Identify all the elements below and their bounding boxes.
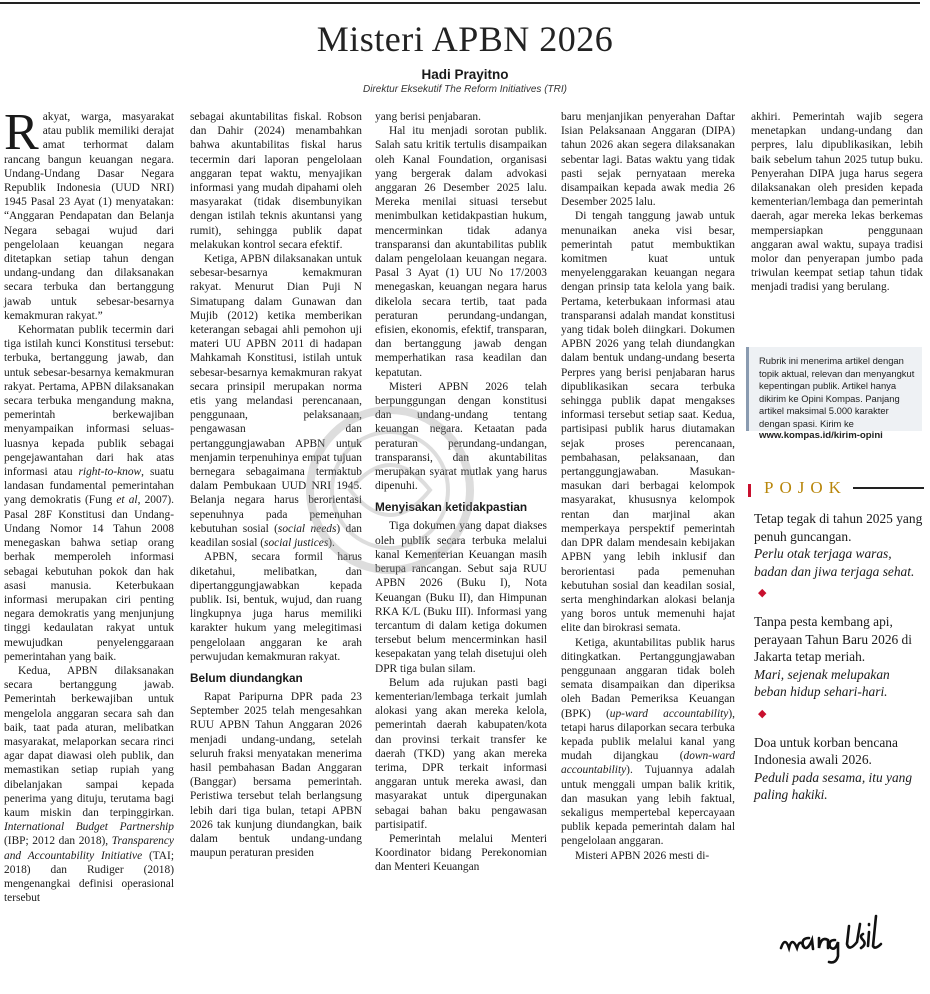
pojok-title: POJOK (764, 478, 847, 497)
article-column-2 (190, 110, 362, 860)
article-title: Misteri APBN 2026 (316, 19, 614, 59)
pojok-item (754, 734, 924, 804)
pojok-accent-bar (748, 484, 751, 497)
pojok-response: Peduli pada sesama, itu yang paling hakiki. (754, 769, 913, 802)
article-column-3 (375, 110, 547, 875)
submission-info-box (746, 347, 922, 441)
paragraph: sebagai akuntabilitas fiskal. Robson dan Dahir (2024) menambahkan bahwa akuntabilitas fiskal harus tecermin dari laporan pengelolaan anggaran tepat waktu, menyajikan informasi yang mudah dipahami oleh masyarakat (tidak disembunyikan dengan istilah teknis akuntansi yang rumit), sehingga publik dapat melakukan kontrol secara efektif. (190, 111, 362, 251)
paragraph: Misteri APBN 2026 mesti di- (575, 849, 710, 862)
paragraph: akhiri. Pemerintah wajib segera menetapkan undang-undang dan perpres, lalu dipublikasikan, lebih baik sebelum tahun 2025 tutup buku. Penyerahan DIPA juga harus segera dilaksanakan oleh presiden kepada kementerian/lembaga dan pemerintah daerah, agar mereka lekas berkemas mempersiapkan penggunaan anggaran awal waktu, supaya tradisi molor dan penyerapan jumbo pada triwulan keempat setiap tahun tidak menjadi tradisi yang berulang. (751, 111, 923, 294)
pojok-quip: Tetap tegak di tahun 2025 yang penuh guncangan. (754, 511, 923, 544)
paragraph: yang berisi penjabaran. (375, 111, 481, 123)
mang-usil-signature (775, 908, 905, 973)
pojok-header (754, 478, 924, 498)
author-name: Hadi Prayitno (421, 67, 509, 82)
diamond-bullet-icon: ◆ (758, 587, 767, 599)
submission-link[interactable]: www.kompas.id/kirim-opini (759, 430, 883, 441)
info-text: Rubrik ini menerima artikel dengan topik aktual, relevan dan menyangkut kepentingan publik. Artikel hanya dikirim ke Opini Kompas. Panjang artikel maksimal 5.000 karakter dengan spasi. Kirim ke (759, 355, 915, 429)
article-column-4 (561, 110, 735, 863)
paragraph: Belum ada rujukan pasti bagi kementerian/lembaga terkait jumlah alokasi yang akan mereka kelola, pemerintah daerah kabupaten/kota dan provinsi terkait transfer ke daerah (TKD) yang akan mereka terima, DPR terkait informasi anggaran untuk mereka awasi, dan masyarakat untuk dipergunakan sebagai bahan baku pengawasan partisipatif. (375, 676, 547, 831)
paragraph: Rakyat, warga, masyarakat atau publik memiliki derajat amat terhormat dalam rancang bangun keuangan negara. Undang-Undang Dasar Negara Republik Indonesia (UUD NRI) 1945 Pasal 23 Ayat (1) menyatakan: “Anggaran Pendapatan dan Belanja Negara sebagai wujud dari pengelolaan keuangan negara ditetapkan setiap tahun dengan undang-undang dan dilaksanakan secara terbuka dan bertanggung jawab untuk sebesar-besarnya kemakmuran rakyat.” (4, 104, 174, 322)
pojok-response: Perlu otak terjaga waras, badan dan jiwa terjaga sehat. (754, 546, 915, 579)
paragraph: Di tengah tanggung jawab untuk menunaikan aneka visi besar, pemerintah patut membuktikan komitmen kuat untuk menyelenggarakan keuangan negara dengan prinsip tata kelola yang baik. Pertama, keterbukaan informasi atau transparansi adalah mandat konstitusi yang tidak boleh diingkari. Dokumen APBN 2026 yang telah diundangkan dalam bentuk undang-undang beserta Perpres yang berisi penjabaran harus dipublikasikan secara terbuka sehingga publik dapat mengakses informasi tersebut setiap saat. Kedua, partisipasi publik harus diutamakan sejak proses perencanaan, pembahasan, pelaksanaan, dan pertanggungjawaban. Masukan-masukan dari berbagai kelompok masyarakat, khususnya kelompok rentan dan marjinal akan memperkaya perspektif pemerintah dan DPR dalam mendesain kebijakan APBN yang lebih inklusif dan berorientasi pada pemenuhan kebutuhan sosial dan keadilan sosial, serta menghindarkan alokasi belanja yang boros untuk memenuhi hajat elite dan birokrasi semata. (561, 210, 735, 635)
signature-icon (775, 908, 905, 968)
paragraph: APBN, secara formil harus diketahui, melibatkan, dan dipertanggungjawabkan kepada publik. Isi, bentuk, wujud, dan ruang lingkupnya juga harus memiliki karakter hukum yang melegitimasi pengelolaan anggaran ke arah perwujudan kemakmuran rakyat. (190, 551, 362, 663)
top-rule (0, 2, 920, 4)
paragraph: Tiga dokumen yang dapat diakses oleh publik secara terbuka melalui kanal Kementerian Keuangan masih berupa rancangan. Sebut saja RUU APBN 2026 (Buku I), Nota Keuangan (Buku II), dan Himpunan RKA K/L (Buku III). Informasi yang tercantum di dalam ketiga dokumen tersebut belum mencerminkan hasil kesepakatan yang telah disetujui oleh DPR tiga bulan silam. (375, 520, 547, 675)
author-role: Direktur Eksekutif The Reform Initiatives (TRI) (363, 84, 567, 95)
paragraph: Kedua, APBN dilaksanakan secara bertanggung jawab. Pemerintah berkewajiban untuk mengelola anggaran secara sah dan baik, taat pada aturan, melibatkan masyarakat, melaporkan secara rinci agar dapat diawasi oleh publik, dan memastikan setiap rupiah yang dibelanjakan sampai kepada penerima yang dituju, terutama bagi kaum miskin dan terpinggirkan. International Budget Partnership (IBP; 2012 dan 2018), Transparency and Accountability Initiative (TAI; 2018) dan Rudiger (2018) mengenangkai definisi operasional tersebut (4, 664, 174, 905)
dropcap: R (4, 104, 39, 161)
pojok-section (754, 478, 924, 810)
pojok-quip: Doa untuk korban bencana Indonesia awali 2026. (754, 734, 898, 767)
paragraph: Ketiga, APBN dilaksanakan untuk sebesar-besarnya kemakmuran rakyat. Menurut Dian Puji N Simatupang dalam Gunawan dan Mujib (2012) ketika memberikan keterangan sebagai ahli pemohon uji materi UU APBN 2011 di hadapan Mahkamah Konstitusi, istilah untuk sebesar-besarnya kemakmuran rakyat secara prinsipil merupakan norma etis yang melandasi perencanaan, penggunaan, pelaksanaan, pengawasan dan pertanggungjawaban APBN untuk menjamin terpenuhinya empat tujuan bernegara sebagaimana termaktub dalam Pembukaan UUD NRI 1945. Belanja negara harus berorientasi sepenuhnya pada pemenuhan kebutuhan sosial (social needs) dan keadilan sosial (social justices). (190, 253, 362, 550)
section-heading: Menyisakan ketidakpastian (375, 500, 528, 515)
paragraph: Kehormatan publik tecermin dari tiga istilah kunci Konstitusi tersebut: terbuka, bertanggung jawab, dan untuk sebesar-besarnya kemakmuran rakyat. Pertama, APBN dilaksanakan secara terbuka mengandung makna, pemerintah berkewajiban menyampaikan informasi seluas-luasnya kepada publik sebagai pengejawantahan dari hak atas informasi atau right-to-know, suatu landasan fundamental pemerintahan yang demokratis (Fung et al, 2007). Pasal 28F Konstitusi dan Undang-Undang Nomor 14 Tahun 2008 menegaskan bahwa setiap orang berhak memperoleh informasi sebagai kebutuhan pokok dan hak asasi manusia. Keterbukaan informasi merupakan ciri penting negara demokratis yang menjunjung tinggi kedaulatan rakyat untuk mewujudkan penyelenggaraan pemerintahan yang baik. (4, 324, 174, 663)
pojok-divider (853, 487, 924, 489)
paragraph: Ketiga, akuntabilitas publik harus ditingkatkan. Pertanggungjawaban penggunaan anggaran tidak boleh semata disampaikan dan diperiksa oleh Badan Pemeriksa Keuangan (BPK) (up-ward accountability), tetapi harus dilaporkan secara terbuka kepada publik melalui kanal yang mudah dijangkau (down-ward accountability). Tujuannya adalah untuk menggali umpan balik kritik, dan masukan yang lebih faktual, sekaligus mempertebal kepercayaan publik kepada pemerintah dalam hal pengelolaan anggaran. (561, 636, 735, 848)
paragraph: Hal itu menjadi sorotan publik. Salah satu kritik tertulis disampaikan oleh Kanal Foundation, organisasi yang bergerak dalam advokasi anggaran 26 Desember 2025 lalu. Mereka menilai situasi tersebut menimbulkan ketidakpastian hukum, mencerminkan tidak adanya transparansi dan akuntabilitas publik dalam pengelolaan keuangan negara. Pasal 3 Ayat (1) UU No 17/2003 menegaskan, keuangan negara harus dikelola secara tertib, taat pada peraturan perundang-undangan, efisien, ekonomis, efektif, transparan, dan bertanggung jawab dengan memperhatikan rasa keadilan dan kepatutan. (375, 125, 547, 379)
pojok-item (754, 510, 924, 580)
paragraph: baru menjanjikan penyerahan Daftar Isian Pelaksanaan Anggaran (DIPA) tahun 2026 akan segera dilaksanakan sebentar lagi. Batas waktu yang tidak pasti sejak pernyataan mereka disampaikan kepada awak media 26 Desember 2025 lalu. (561, 111, 735, 209)
pojok-item (754, 613, 924, 701)
paragraph: Rapat Paripurna DPR pada 23 September 2025 telah mengesahkan RUU APBN Tahun Anggaran 2026 menjadi undang-undang, setelah seluruh fraksi menyatakan menerima hasil pembahasan Badan Anggaran (Banggar) bersama pemerintah. Peristiwa tersebut telah berlangsung lebih dari tiga bulan, tetapi APBN 2026 tak kunjung diundangkan, baik dalam bentuk undang-undang maupun peraturan presiden (190, 690, 362, 860)
section-heading: Belum diundangkan (190, 670, 303, 685)
article-column-1 (4, 104, 174, 905)
paragraph: Pemerintah melalui Menteri Koordinator bidang Perekonomian dan Menteri Keuangan (375, 832, 547, 874)
paragraph: Misteri APBN 2026 telah berpunggungan dengan konstitusi dan undang-undang tentang keuangan negara. Ketaatan pada peraturan perundang-undangan, transparansi, dan akuntabilitas merupakan syarat mutlak yang harus dipenuhi. (375, 380, 547, 493)
pojok-quip: Tanpa pesta kembang api, perayaan Tahun Baru 2026 di Jakarta tetap meriah. (754, 614, 912, 664)
article-column-5 (751, 110, 923, 295)
diamond-bullet-icon: ◆ (758, 707, 767, 720)
pojok-response: Mari, sejenak melupakan beban hidup sehari-hari. (754, 666, 890, 699)
